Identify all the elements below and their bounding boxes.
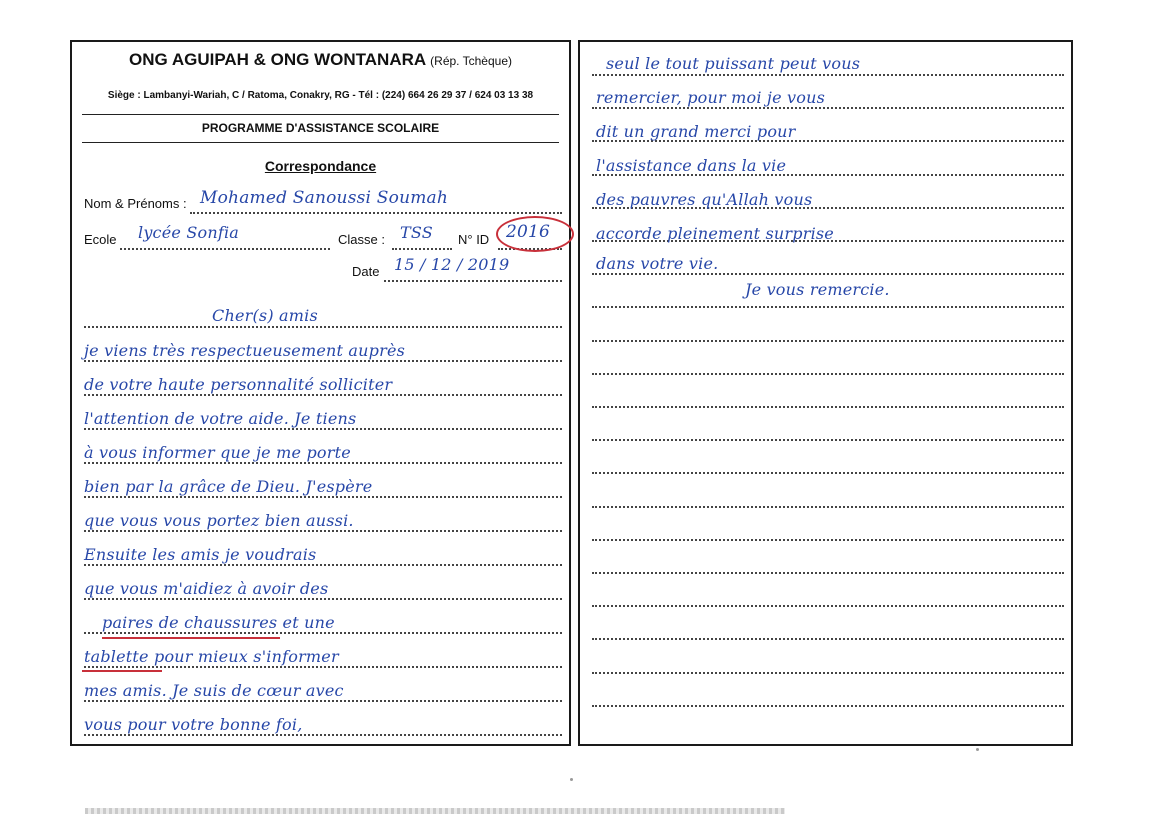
letter-line: je viens très respectueusement auprès (84, 341, 406, 360)
ruled-line (592, 605, 1064, 607)
letter-line: que vous vous portez bien aussi. (84, 511, 354, 530)
red-underline (82, 670, 162, 672)
ruled-line (84, 394, 562, 396)
letter-line: l'attention de votre aide. Je tiens (84, 409, 357, 428)
org-country: (Rép. Tchèque) (430, 54, 512, 68)
ruled-line (592, 273, 1064, 275)
ruled-line (592, 638, 1064, 640)
scan-speck (570, 778, 573, 781)
school-field-line (120, 248, 330, 250)
id-label: N° ID (458, 232, 490, 247)
id-red-circle (496, 216, 574, 252)
name-label: Nom & Prénoms : (84, 196, 187, 211)
school-label: Ecole (84, 232, 117, 247)
letter-line: vous pour votre bonne foi, (84, 715, 303, 734)
letter-line: paires de chaussures et une (102, 613, 335, 632)
ruled-line (592, 439, 1064, 441)
letter-line: que vous m'aidiez à avoir des (84, 579, 329, 598)
letter-line: remercier, pour moi je vous (596, 88, 826, 107)
correspondence-form-right (578, 40, 1073, 746)
ruled-line (592, 74, 1064, 76)
letter-line: à vous informer que je me porte (84, 443, 351, 462)
ruled-line (84, 564, 562, 566)
letter-line: de votre haute personnalité solliciter (84, 375, 393, 394)
letter-line: des pauvres qu'Allah vous (596, 190, 813, 209)
ruled-line (84, 632, 562, 634)
org-title: ONG AGUIPAH & ONG WONTANARA (Rép. Tchèque) (129, 50, 512, 69)
letter-line: Je vous remercie. (745, 280, 890, 299)
address-line: Siège : Lambanyi-Wariah, C / Ratoma, Conakry, RG - Tél : (224) 664 26 29 37 / 624 03 13 38 (107, 90, 534, 101)
ruled-line (84, 462, 562, 464)
document-title: Correspondance (264, 158, 377, 174)
ruled-line (592, 572, 1064, 574)
ruled-line (84, 734, 562, 736)
ruled-line (84, 666, 562, 668)
ruled-line (592, 672, 1064, 674)
ruled-line (592, 340, 1064, 342)
ruled-line (84, 428, 562, 430)
ruled-line (592, 539, 1064, 541)
id-value: 2016 (506, 222, 551, 242)
red-underline (102, 637, 280, 639)
divider (82, 114, 559, 115)
ruled-line (592, 107, 1064, 109)
ruled-line (592, 506, 1064, 508)
ruled-line (592, 472, 1064, 474)
ruled-line (592, 705, 1064, 707)
program-title: PROGRAMME D'ASSISTANCE SCOLAIRE (201, 121, 440, 135)
letter-line: mes amis. Je suis de cœur avec (84, 681, 344, 700)
ruled-line (84, 496, 562, 498)
letter-line: bien par la grâce de Dieu. J'espère (84, 477, 373, 496)
letter-line: Ensuite les amis je voudrais (84, 545, 317, 564)
class-value: TSS (400, 223, 433, 242)
date-label: Date (352, 264, 380, 279)
letter-line: seul le tout puissant peut vous (606, 54, 861, 73)
date-field-line (384, 280, 562, 282)
name-field-line (190, 212, 562, 214)
letter-line: dit un grand merci pour (596, 122, 796, 141)
school-value: lycée Sonfia (138, 223, 240, 242)
letter-line: Cher(s) amis (212, 306, 318, 325)
letter-line: dans votre vie. (596, 254, 719, 273)
correspondence-form-left (70, 40, 571, 746)
class-field-line (392, 248, 452, 250)
ruled-line (592, 406, 1064, 408)
date-value: 15 / 12 / 2019 (394, 255, 510, 274)
ruled-line (84, 700, 562, 702)
divider (82, 142, 559, 143)
ruled-line (592, 306, 1064, 308)
ruled-line (84, 326, 562, 328)
scan-artifact (85, 808, 785, 814)
letter-line: tablette pour mieux s'informer (84, 647, 339, 666)
letter-line: l'assistance dans la vie (596, 156, 787, 175)
letter-line: accorde pleinement surprise (596, 224, 834, 243)
ruled-line (84, 360, 562, 362)
ruled-line (592, 373, 1064, 375)
class-label: Classe : (338, 232, 385, 247)
name-value: Mohamed Sanoussi Soumah (200, 188, 449, 208)
ruled-line (84, 530, 562, 532)
scan-speck (976, 748, 979, 751)
ruled-line (84, 598, 562, 600)
